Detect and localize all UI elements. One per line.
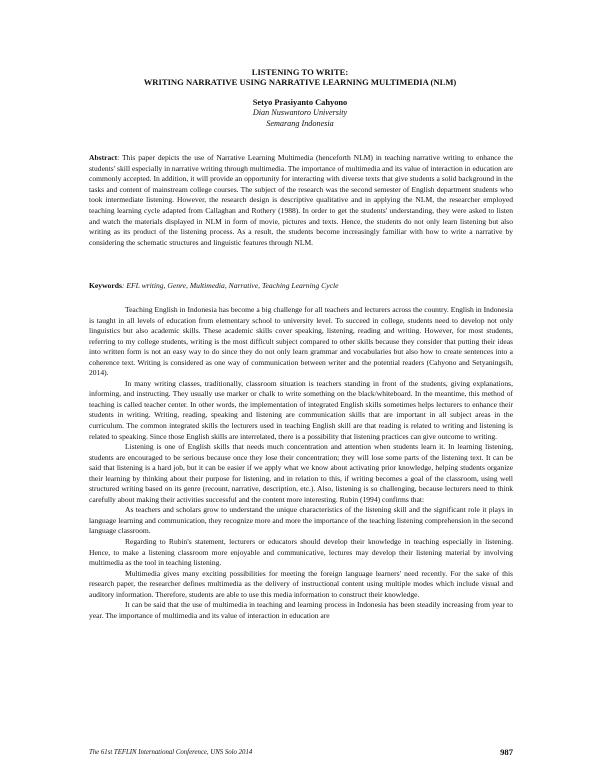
abstract-text: : This paper depicts the use of Narrative Learning Multimedia (henceforth NLM) in teaching narrative writing to enhance the students' skill especially in narrative writing through multimedia. The importance of multimedia and its value of interaction in education are commonly accepted. In addition, it will provide an opportunity for interacting with diverse texts that give students a solid background in the tasks and content of mainstream college courses. The subject of the research was the second semester of English department students who took intermediate listening. However, the research design is descriptive qualitative and in applying the NLM, the researcher employed teaching learning cycle adapted from Callaghan and Rothery (1988). In order to get the students' understanding, they were asked to listen and watch the materials displayed in NLM in form of movie, pictures and texts. Hence, the students do not only learn listening but also writing as its product of the listening process. As a result, the students become increasingly familiar with how to write a narrative by considering the schematic structures and linguistic features through NLM. (89, 153, 513, 247)
author-name: Setyo Prasiyanto Cahyono (252, 98, 348, 107)
paragraph: It can be said that the use of multimedia in teaching and learning process in Indonesia has been steadily increasing from year to year. The importance of multimedia and its value of interaction in education are (89, 600, 513, 620)
paragraph: Multimedia gives many exciting possibilities for meeting the foreign language learners' need recently. For the sake of this research paper, the researcher defines multimedia as the delivery of instructional content using multiple modes which include visual and auditory information. Therefore, students are able to use this media information to construct their knowledge. (89, 568, 513, 599)
keywords-label: Keywords (89, 281, 122, 290)
keywords (89, 281, 513, 292)
conference-footer: The 61st TEFLIN International Conference, UNS Solo 2014 (89, 749, 253, 756)
author-affiliation: Dian Nuswantoro University (252, 108, 348, 117)
author-location: Semarang Indonesia (266, 118, 334, 128)
paragraph: Regarding to Rubin's statement, lecturers or educators should develop their knowledge in teaching especially in listening. Hence, to make a listening classroom more enjoyable and communicative, lectures may develop their listening material by involving multimedia as the tool in teaching listening. (89, 537, 513, 568)
paragraph: As teachers and scholars grow to understand the unique characteristics of the listening skill and the significant role it plays in language learning and communication, they recognize more and more the importance of the teaching listening comprehension in the second language classroom. (89, 505, 513, 536)
paragraph: Teaching English in Indonesia has become a big challenge for all teachers and lecturers across the country. English in Indonesia is taught in all levels of education from elementary school to university level. To succeed in college, students need to develop not only linguistics but also academic skills. These academic skills cover speaking, listening, reading and writing. However, for most students, referring to my college students, writing is the most difficult subject compared to other skills because they consider that putting their ideas into written form is not an easy way to do since they do not only learn grammar and vocabularies but also how to create sentences into a coherence text. Writing is considered as one way of communication between writer and the potential readers (Cahyono and Setyaningsih, 2014). (89, 305, 513, 378)
page-number: 987 (500, 747, 513, 757)
paragraph: Listening is one of English skills that needs much concentration and attention when students learn it. In learning listening, students are encouraged to be serious because once they lose their concentration; they will lose some parts of the listening text. It can be said that listening is a hard job, but it can be easier if we apply what we know about activating prior knowledge, helping students organize their learning by thinking about their purpose for listening, and in relation to this, if writing becomes a goal of the classroom, using well structured writing based on its genre (recount, narrative, description, etc.). Also, listening is so challenging, because lecturers need to think carefully about making their activities successful and the content more interesting. Rubin (1994) confirms that: (89, 442, 513, 504)
paper-title-line-2: WRITING NARRATIVE USING NARRATIVE LEARNING MULTIMEDIA (NLM) (143, 77, 457, 87)
body-text (89, 305, 513, 621)
abstract-label: Abstract (89, 153, 118, 162)
paragraph: In many writing classes, traditionally, classroom situation is teachers standing in front of the students, giving explanations, informing, and instructing. They usually use marker or chalk to write something on the black/whiteboard. In the meantime, this method of teaching is called teacher center. In other words, the implementation of integrated English skills sometimes helps lecturers to enhance their students in writing. Writing, reading, speaking and listening are communication skills that are important in all subject areas in the curriculum. The common integrated skills the lecturers used in teaching English skill are that reading is related to writing and listening is related to speaking. Since those English skills are interrelated, there is a possibility that listening practices can give outcome to writing. (89, 378, 513, 441)
paper-title-line-1: LISTENING TO WRITE: (251, 67, 349, 77)
abstract (89, 153, 513, 248)
keywords-text: : EFL writing, Genre, Multimedia, Narrative, Teaching Learning Cycle (121, 281, 339, 290)
